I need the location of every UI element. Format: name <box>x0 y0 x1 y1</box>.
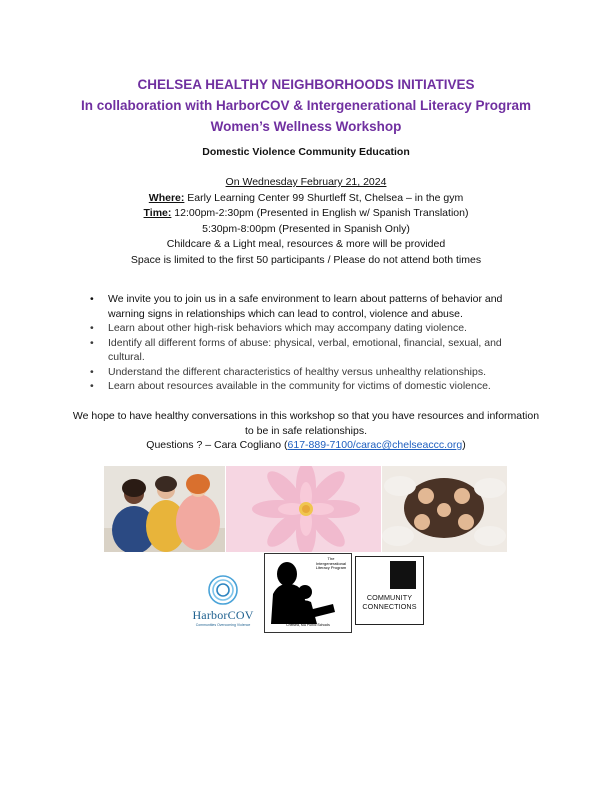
cc-line-1: COMMUNITY <box>366 593 413 602</box>
questions-prefix: Questions ? – Cara Cogliano ( <box>146 439 288 451</box>
event-location <box>0 191 612 207</box>
photo-pink-dahlia <box>226 466 381 552</box>
list-item: • Identify all different forms of abuse: physical, verbal, emotional, financial, sexual, and cultural. <box>90 336 540 365</box>
where-label: Where: <box>148 191 185 204</box>
list-item: • We invite you to join us in a safe environment to learn about patterns of behavior and warning signs in relationships which can lead to control, violence and abuse. <box>90 292 540 321</box>
list-item: • Learn about other high-risk behaviors which may accompany dating violence. <box>90 321 540 336</box>
ilp-footer: Chelsea, MA Public Schools <box>286 623 330 627</box>
event-time <box>0 206 612 222</box>
where-value: Early Learning Center 99 Shurtleff St, Chelsea – in the gym <box>184 191 464 204</box>
header-collaboration: In collaboration with HarborCOV & Intergenerational Literacy Program <box>80 98 532 113</box>
header-title: CHELSEA HEALTHY NEIGHBORHOODS INITIATIVES <box>137 77 475 92</box>
event-date: On Wednesday February 21, 2024 <box>225 176 387 188</box>
event-time-evening: 5:30pm-8:00pm (Presented in Spanish Only) <box>202 222 410 235</box>
header-workshop-name: Women’s Wellness Workshop <box>210 119 402 134</box>
photo-women-group <box>104 466 225 552</box>
harborcov-name: HarborCOV <box>192 608 254 622</box>
contact-link[interactable]: 617-889-7100/carac@chelseaccc.org <box>287 439 463 451</box>
list-item: • Learn about resources available in the community for victims of domestic violence. <box>90 379 540 394</box>
time-label: Time: <box>143 207 172 219</box>
cc-line-2: CONNECTIONS <box>362 601 417 611</box>
closing-text: We hope to have healthy conversations in this workshop so that you have resources and information to be in safe relationships. <box>72 410 540 437</box>
event-subtitle: Domestic Violence Community Education <box>202 146 410 158</box>
photo-women-circle <box>382 466 507 552</box>
harborcov-logo <box>180 574 266 630</box>
time-value: 12:00pm-2:30pm (Presented in English w/ Spanish Translation) <box>171 207 469 219</box>
community-connections-text <box>356 594 423 611</box>
event-details <box>0 175 612 268</box>
questions-contact <box>70 438 542 453</box>
workshop-topics-list <box>90 292 540 394</box>
ilp-title: The Intergenerational Literacy Program <box>315 556 347 571</box>
community-connections-logo <box>355 556 424 625</box>
flyer-header <box>0 74 612 137</box>
event-capacity: Space is limited to the first 50 participants / Please do not attend both times <box>130 253 482 266</box>
questions-suffix: ) <box>462 439 466 451</box>
ilp-logo <box>264 553 352 633</box>
list-item: • Understand the different characteristics of healthy versus unhealthy relationships. <box>90 365 540 380</box>
event-childcare: Childcare & a Light meal, resources & more will be provided <box>166 238 446 250</box>
harborcov-tagline: Communities Overcoming Violence <box>195 623 251 627</box>
closing-message <box>70 409 542 453</box>
